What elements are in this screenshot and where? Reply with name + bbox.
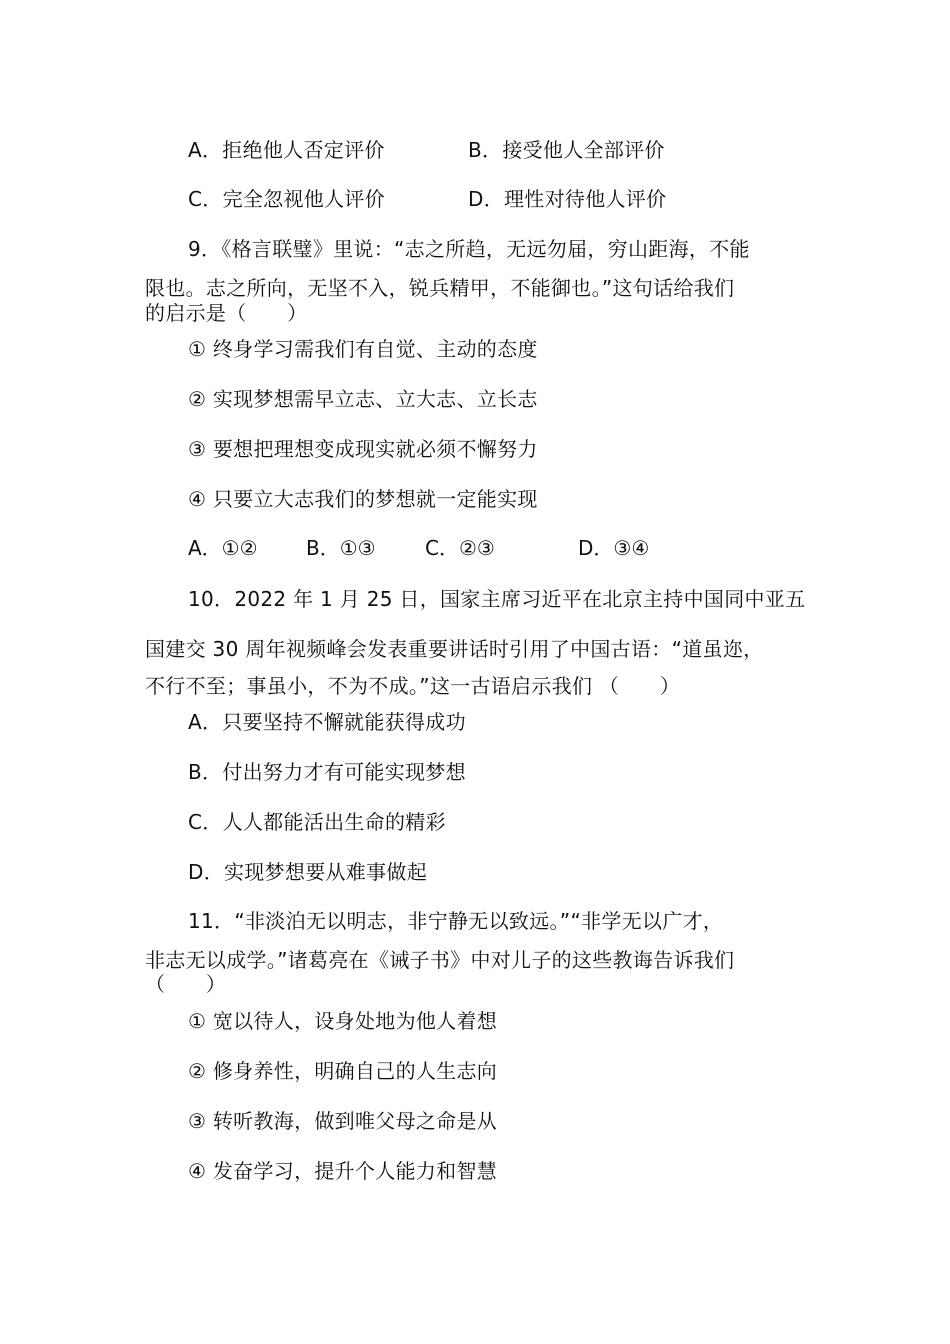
q8-option-a: A．拒绝他人否定评价 <box>188 138 385 162</box>
q9-stem-line1: 9．《格言联璧》里说：“志之所趋，无远勿届，穷山距海，不能 <box>188 237 750 261</box>
q9-item-2: ② 实现梦想需早立志、立大志、立长志 <box>188 387 538 411</box>
q9-stem-line3: 的启示是（ ） <box>145 301 308 325</box>
q9-option-a: A．①② <box>188 536 258 560</box>
q9-stem-line2: 限也。志之所向，无坚不入，锐兵精甲，不能御也。”这句话给我们 <box>145 276 735 300</box>
q10-option-b: B．付出努力才有可能实现梦想 <box>188 760 466 784</box>
q11-item-4: ④ 发奋学习，提升个人能力和智慧 <box>188 1159 498 1183</box>
q11-stem-line2: 非志无以成学。”诸葛亮在《诫子书》中对儿子的这些教诲告诉我们 <box>145 948 735 972</box>
q10-option-a: A．只要坚持不懈就能获得成功 <box>188 710 466 734</box>
q9-option-c: C．②③ <box>425 536 495 560</box>
q10-stem-line3: 不行不至；事虽小，不为不成。”这一古语启示我们 （ ） <box>145 674 681 698</box>
q10-stem-line1: 10．2022 年 1 月 25 日，国家主席习近平在北京主持中国同中亚五 <box>188 587 806 611</box>
q9-item-4: ④ 只要立大志我们的梦想就一定能实现 <box>188 487 538 511</box>
q10-option-c: C．人人都能活出生命的精彩 <box>188 810 446 834</box>
q8-option-b: B．接受他人全部评价 <box>468 138 665 162</box>
q11-stem-line1: 11．“非淡泊无以明志，非宁静无以致远。”“非学无以广才， <box>188 909 724 933</box>
q11-item-3: ③ 转听教海，做到唯父母之命是从 <box>188 1109 498 1133</box>
q9-item-1: ① 终身学习需我们有自觉、主动的态度 <box>188 337 538 361</box>
q11-item-2: ② 修身养性，明确自己的人生志向 <box>188 1059 498 1083</box>
q11-item-1: ① 宽以待人，设身处地为他人着想 <box>188 1009 498 1033</box>
q11-stem-line3: （ ） <box>145 972 227 996</box>
q8-option-d: D．理性对待他人评价 <box>468 187 667 211</box>
q9-option-b: B．①③ <box>306 536 376 560</box>
q9-item-3: ③ 要想把理想变成现实就必须不懈努力 <box>188 437 538 461</box>
q10-stem-line2: 国建交 30 周年视频峰会发表重要讲话时引用了中国古语：“道虽迩， <box>145 637 764 661</box>
q8-option-c: C．完全忽视他人评价 <box>188 187 385 211</box>
q10-option-d: D．实现梦想要从难事做起 <box>188 860 428 884</box>
q9-option-d: D．③④ <box>578 536 650 560</box>
